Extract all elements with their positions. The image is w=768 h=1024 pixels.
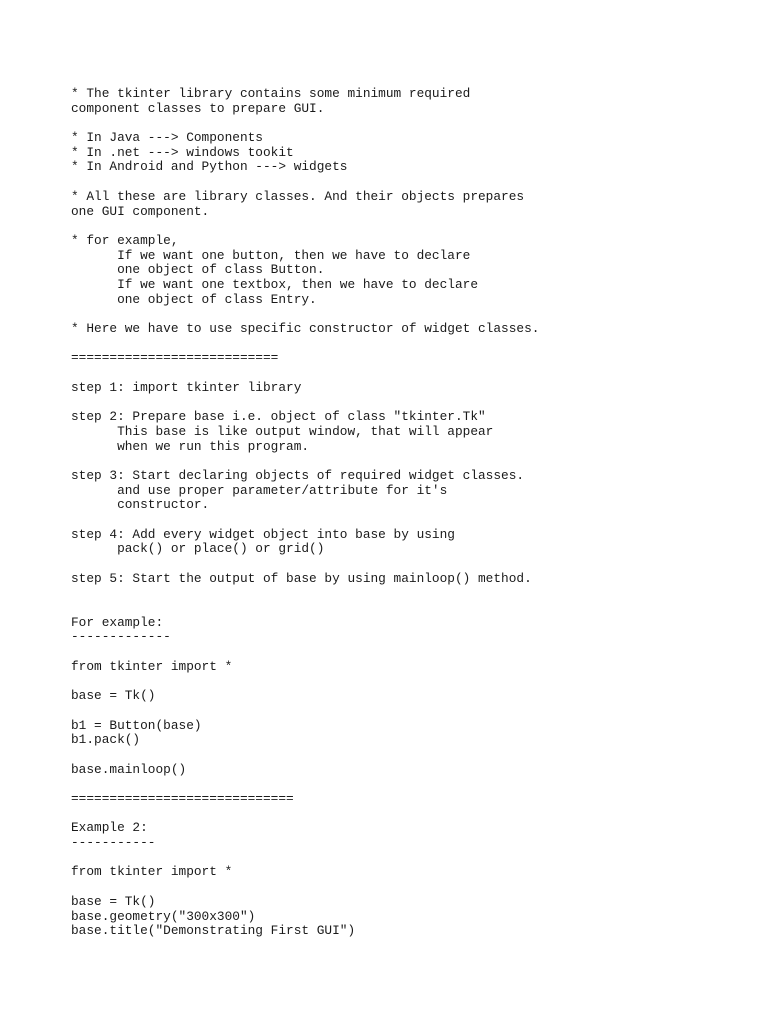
document-line bbox=[71, 366, 539, 381]
document-text bbox=[71, 87, 539, 939]
document-line bbox=[71, 307, 539, 322]
document-line bbox=[71, 395, 539, 410]
document-line: * Here we have to use specific constructor of widget classes. bbox=[71, 321, 540, 336]
document-line: =========================== bbox=[71, 350, 279, 366]
document-line: * In Android and Python ---> widgets bbox=[71, 159, 348, 175]
document-line: * The tkinter library contains some minimum required bbox=[71, 86, 471, 101]
document-line: * In Java ---> Components bbox=[71, 130, 263, 146]
document-line: * In .net ---> windows tookit bbox=[71, 144, 294, 160]
document-line bbox=[71, 175, 539, 190]
document-line: If we want one textbox, then we have to declare bbox=[71, 276, 479, 292]
document-line bbox=[71, 880, 539, 895]
document-line: step 2: Prepare base i.e. object of class "tkinter.Tk" bbox=[71, 409, 486, 425]
document-line: ------------- bbox=[71, 629, 171, 645]
document-line: b1.pack() bbox=[71, 732, 141, 748]
document-line: b1 = Button(base) bbox=[71, 717, 202, 733]
document-line: when we run this program. bbox=[71, 438, 310, 454]
document-line bbox=[71, 807, 539, 822]
document-line: constructor. bbox=[71, 497, 210, 513]
document-line: base = Tk() bbox=[71, 688, 156, 704]
document-line: one GUI component. bbox=[71, 203, 210, 219]
document-line bbox=[71, 675, 539, 690]
document-line bbox=[71, 645, 539, 660]
document-line: Example 2: bbox=[71, 820, 148, 836]
document-line: one object of class Button. bbox=[71, 262, 325, 278]
document-line: base.geometry("300x300") bbox=[71, 908, 256, 924]
document-line bbox=[71, 454, 539, 469]
document-line bbox=[71, 777, 539, 792]
document-line: base.title("Demonstrating First GUI") bbox=[71, 923, 356, 939]
document-line bbox=[71, 219, 539, 234]
document-line: component classes to prepare GUI. bbox=[71, 100, 325, 116]
document-line: pack() or place() or grid() bbox=[71, 541, 325, 557]
document-line bbox=[71, 557, 539, 572]
document-line: step 3: Start declaring objects of required widget classes. bbox=[71, 467, 525, 483]
document-line bbox=[71, 586, 539, 601]
document-line: from tkinter import * bbox=[71, 658, 233, 674]
document-line: from tkinter import * bbox=[71, 864, 233, 880]
document-line bbox=[71, 601, 539, 616]
document-line: one object of class Entry. bbox=[71, 291, 317, 307]
document-line: * All these are library classes. And their objects prepares bbox=[71, 188, 525, 204]
document-line bbox=[71, 513, 539, 528]
document-line bbox=[71, 748, 539, 763]
document-line: * for example, bbox=[71, 232, 179, 248]
document-line: base.mainloop() bbox=[71, 761, 187, 777]
document-line: For example: bbox=[71, 614, 164, 630]
document-line bbox=[71, 704, 539, 719]
document-line: If we want one button, then we have to declare bbox=[71, 247, 471, 263]
document-line: step 1: import tkinter library bbox=[71, 379, 302, 395]
document-line: and use proper parameter/attribute for it's bbox=[71, 482, 448, 498]
document-line: ----------- bbox=[71, 835, 156, 851]
document-line: ============================= bbox=[71, 791, 294, 806]
document-line bbox=[71, 851, 539, 866]
document-line: step 4: Add every widget object into base by using bbox=[71, 526, 455, 542]
document-line: base = Tk() bbox=[71, 893, 156, 909]
document-line bbox=[71, 116, 539, 131]
document-line: step 5: Start the output of base by using mainloop() method. bbox=[71, 570, 532, 586]
document-line: This base is like output window, that will appear bbox=[71, 423, 494, 439]
document-line bbox=[71, 337, 539, 352]
